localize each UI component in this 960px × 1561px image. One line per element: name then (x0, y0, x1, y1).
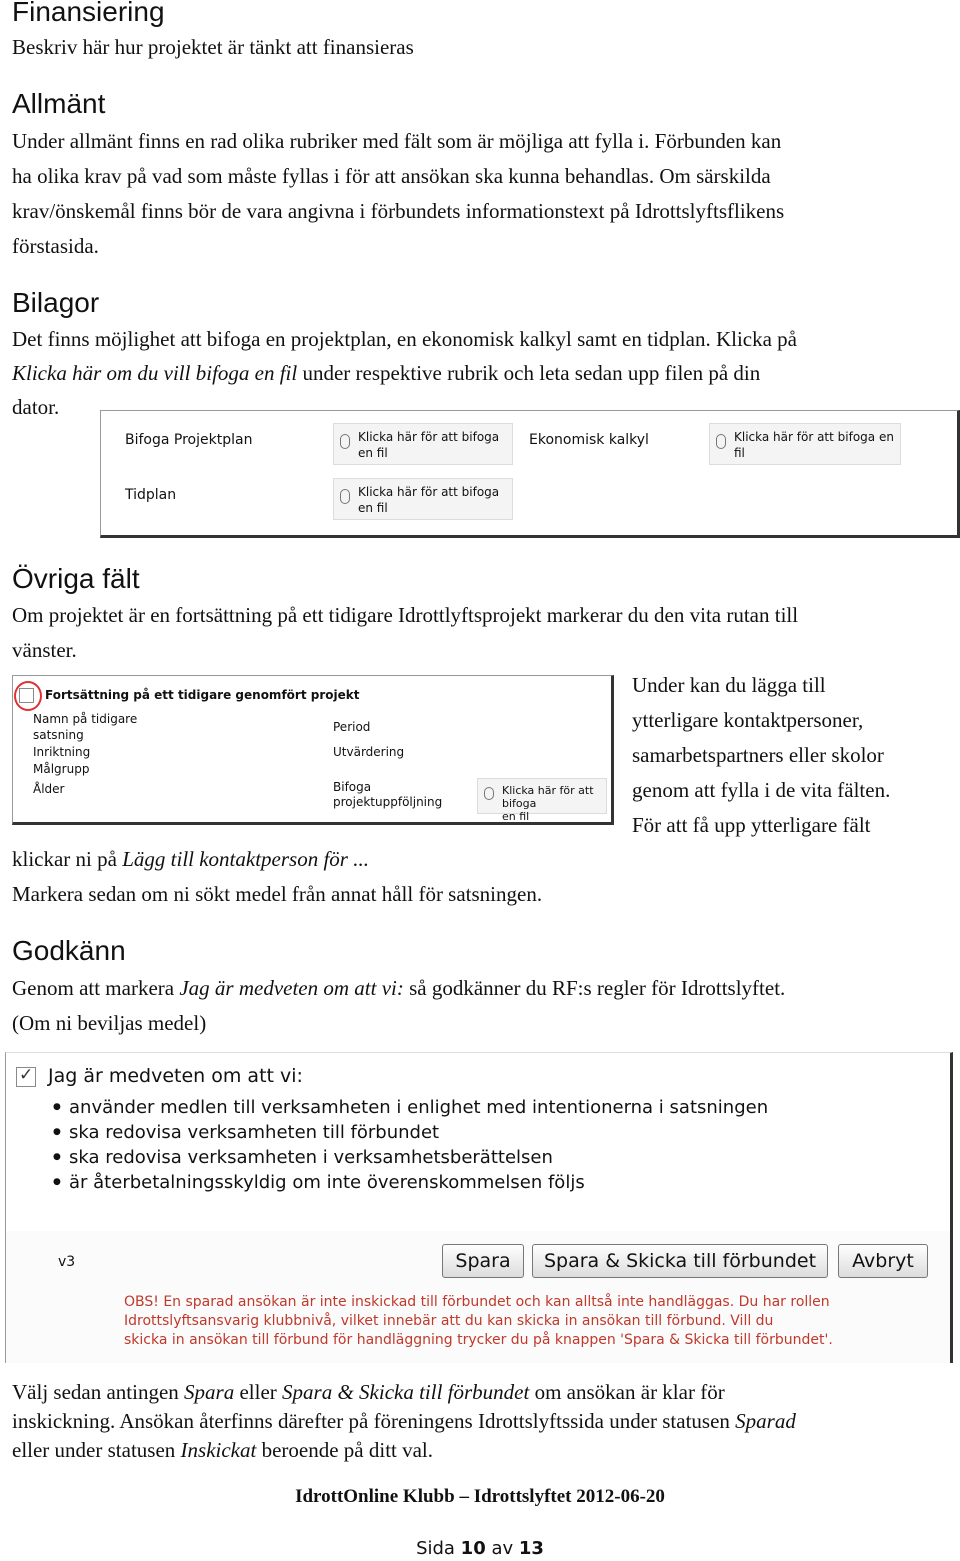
checkmark-icon: ✓ (19, 1065, 34, 1085)
text-fragment: inskickning. Ansökan återfinns därefter på föreningens Idrottslyftssida under statusen (12, 1409, 736, 1433)
attach-tidplan[interactable] (333, 478, 513, 520)
final-line-3 (12, 1436, 433, 1465)
footer-doc-title: IdrottOnline Klubb – Idrottslyftet 2012-06-20 (295, 1486, 665, 1507)
attach-projektuppfoljning[interactable] (477, 778, 607, 823)
heading-godkann: Godkänn (12, 935, 126, 966)
finansiering-text: Beskriv här hur projektet är tänkt att finansieras (12, 35, 414, 59)
attach-link-line: Klicka här för att bifoga (358, 430, 500, 444)
heading-allmant: Allmänt (12, 88, 106, 119)
italic-phrase: Spara (184, 1380, 235, 1404)
field-label-period: Period (333, 720, 371, 734)
text-fragment: eller (234, 1380, 283, 1404)
avbryt-button[interactable]: Avbryt (838, 1244, 928, 1278)
field-label: Inriktning (33, 745, 91, 759)
ovriga-side-line-4: genom att fylla i de vita fälten. (632, 778, 891, 802)
bilagor-line-2 (12, 356, 760, 391)
paperclip-icon (340, 489, 350, 504)
checkbox-medveten[interactable] (16, 1067, 36, 1087)
text-fragment: eller under statusen (12, 1438, 181, 1462)
allmant-line-2: ha olika krav på vad som måste fyllas i för att ansökan ska kunna behandlas. Om särskilda (12, 164, 771, 188)
label-ekonomisk-kalkyl: Ekonomisk kalkyl (529, 432, 649, 448)
warning-line: Idrottslyftsansvarig klubbnivå, vilket innebär att du kan skicka in ansökan till förbund. Vill du (124, 1313, 774, 1329)
text-fragment: av (485, 1538, 519, 1559)
bilagor-link-phrase: Klicka här om du vill bifoga en fil (12, 361, 298, 385)
italic-phrase: Jag är medveten om att vi: (179, 976, 404, 1000)
allmant-line-1: Under allmänt finns en rad olika rubriker med fält som är möjliga att fylla i. Förbunden kan (12, 129, 782, 153)
paperclip-icon (340, 434, 350, 449)
footer-page-number (0, 1538, 960, 1559)
warning-line: skicka in ansökan till förbund för handläggning trycker du på knappen 'Spara & Skicka till förbundet'. (124, 1332, 833, 1348)
bullet-item: ● använder medlen till verksamheten i enlighet med intentionerna i satsningen (69, 1097, 768, 1118)
text-fragment: Sida (416, 1538, 461, 1559)
page-total: 13 (518, 1538, 544, 1559)
ovriga-side-line-5: För att få upp ytterligare fält (632, 813, 871, 837)
attach-link-line: en fil (502, 810, 530, 823)
ovriga-side-line-3: samarbetspartners eller skolor (632, 743, 884, 767)
text-fragment: klickar ni på (12, 847, 123, 871)
text-fragment: Välj sedan antingen (12, 1380, 185, 1404)
text-fragment: så godkänner du RF:s regler för Idrottslyftet. (403, 976, 786, 1000)
ovriga-line-1: Om projektet är en fortsättning på ett tidigare Idrottlyftsprojekt markerar du den vita rutan till (12, 603, 799, 627)
attach-link-line: Klicka här för att bifoga en (734, 430, 894, 444)
screenshot-godkann (5, 1052, 953, 1363)
field-label-bifoga: Bifoga (333, 780, 372, 794)
attach-link-line: en fil (358, 501, 388, 515)
italic-phrase: Sparad (735, 1409, 796, 1433)
field-label: Målgrupp (33, 762, 90, 776)
label-bifoga-projektplan: Bifoga Projektplan (125, 432, 253, 448)
attach-link-line: en fil (358, 446, 388, 460)
italic-phrase: Lägg till kontaktperson för ... (122, 847, 369, 871)
field-label-projektuppfoljning: projektuppföljning (333, 795, 443, 809)
ovriga-line-last: Markera sedan om ni sökt medel från annat håll för satsningen. (12, 882, 543, 906)
text-fragment: Genom att markera (12, 976, 180, 1000)
page-current: 10 (460, 1538, 486, 1559)
attach-link-line: Klicka här för att bifoga (502, 784, 594, 810)
label-fortsattning: Fortsättning på ett tidigare genomfört projekt (45, 688, 360, 702)
godkann-line-2: (Om ni beviljas medel) (12, 1011, 207, 1035)
warning-line: OBS! En sparad ansökan är inte inskickad till förbundet och kan alltså inte handläggas. Du har rollen (124, 1294, 830, 1310)
ovriga-line-2: vänster. (12, 638, 77, 662)
heading-bilagor: Bilagor (12, 287, 100, 318)
attach-link-line: fil (734, 446, 745, 460)
godkann-line-1 (12, 971, 785, 1006)
attach-projektplan[interactable] (333, 423, 513, 465)
heading-finansiering: Finansiering (12, 0, 165, 27)
spara-button[interactable]: Spara (442, 1244, 524, 1278)
text-fragment: om ansökan är klar för (529, 1380, 725, 1404)
italic-phrase: Spara & Skicka till förbundet (282, 1380, 530, 1404)
bilagor-line-2-rest: under respektive rubrik och leta sedan upp filen på din (297, 361, 761, 385)
spara-skicka-button[interactable]: Spara & Skicka till förbundet (532, 1244, 828, 1278)
ovriga-line-after (12, 842, 369, 877)
bullet-item: ● ska redovisa verksamheten till förbundet (69, 1122, 439, 1143)
ovriga-side-line-1: Under kan du lägga till (632, 673, 826, 697)
bilagor-line-3: dator. (12, 395, 60, 419)
field-label: Ålder (33, 782, 65, 796)
paperclip-icon (484, 787, 494, 800)
text-fragment: beroende på ditt val. (256, 1438, 434, 1462)
final-line-2 (12, 1407, 796, 1436)
bullet-item: ● ska redovisa verksamheten i verksamhetsberättelsen (69, 1147, 553, 1168)
label-tidplan: Tidplan (125, 487, 177, 503)
highlight-circle (14, 681, 42, 711)
field-label: Namn på tidigare (33, 712, 138, 726)
field-label: satsning (33, 728, 84, 742)
screenshot-ovriga-falt (12, 675, 614, 825)
final-line-1 (12, 1378, 725, 1407)
version-label: v3 (58, 1254, 76, 1270)
field-label-utvardering: Utvärdering (333, 745, 405, 759)
heading-ovriga-falt: Övriga fält (12, 563, 140, 594)
paperclip-icon (716, 434, 726, 449)
label-medveten: Jag är medveten om att vi: (48, 1065, 303, 1087)
bilagor-line-1: Det finns möjlighet att bifoga en projektplan, en ekonomisk kalkyl samt en tidplan. Klicka på (12, 327, 797, 351)
allmant-line-4: förstasida. (12, 234, 99, 258)
ovriga-side-line-2: ytterligare kontaktpersoner, (632, 708, 864, 732)
attach-ekonomisk-kalkyl[interactable] (709, 423, 901, 465)
italic-phrase: Inskickat (180, 1438, 257, 1462)
screenshot-bilagor (100, 410, 960, 538)
bullet-item: ● är återbetalningsskyldig om inte överenskommelsen följs (69, 1172, 585, 1193)
allmant-line-3: krav/önskemål finns bör de vara angivna i förbundets informationstext på Idrottslyftsflikens (12, 199, 785, 223)
attach-link-line: Klicka här för att bifoga (358, 485, 500, 499)
